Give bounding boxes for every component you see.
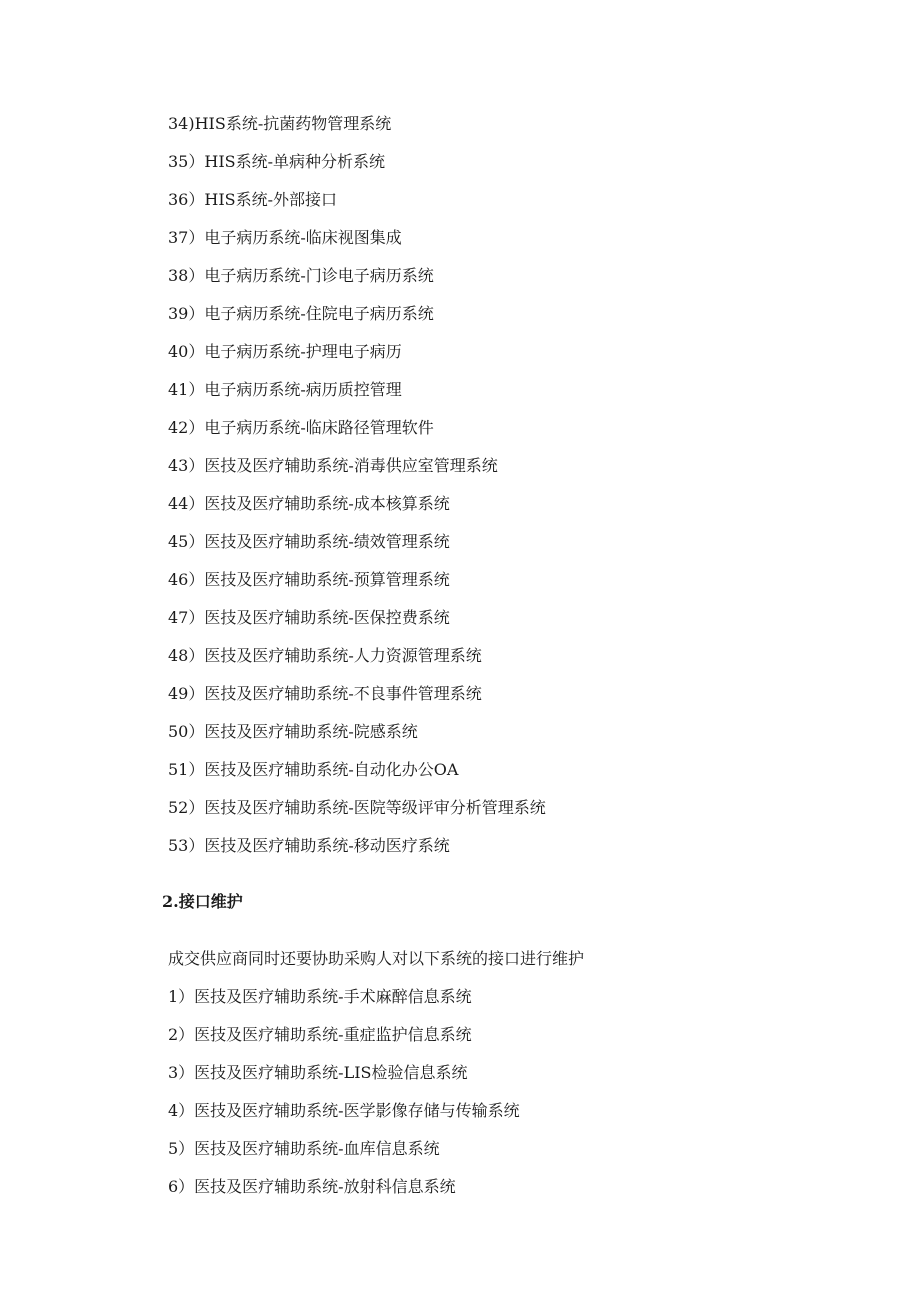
section-intro: 成交供应商同时还要协助采购人对以下系统的接口进行维护 xyxy=(168,949,585,968)
list-item: 35）HIS系统-单病种分析系统 xyxy=(168,152,386,171)
list-item: 46）医技及医疗辅助系统-预算管理系统 xyxy=(168,570,450,589)
list-item: 42）电子病历系统-临床路径管理软件 xyxy=(168,418,434,437)
list-item: 37）电子病历系统-临床视图集成 xyxy=(168,228,402,247)
list-item: 39）电子病历系统-住院电子病历系统 xyxy=(168,304,434,323)
list-item: 1）医技及医疗辅助系统-手术麻醉信息系统 xyxy=(168,987,472,1006)
list-item: 36）HIS系统-外部接口 xyxy=(168,190,338,209)
systems-list xyxy=(168,112,546,872)
list-item: 6）医技及医疗辅助系统-放射科信息系统 xyxy=(168,1177,456,1196)
list-item: 45）医技及医疗辅助系统-绩效管理系统 xyxy=(168,532,450,551)
list-item: 4）医技及医疗辅助系统-医学影像存储与传输系统 xyxy=(168,1101,520,1120)
list-item: 48）医技及医疗辅助系统-人力资源管理系统 xyxy=(168,646,482,665)
list-item: 43）医技及医疗辅助系统-消毒供应室管理系统 xyxy=(168,456,498,475)
list-item: 41）电子病历系统-病历质控管理 xyxy=(168,380,402,399)
list-item: 34)HIS系统-抗菌药物管理系统 xyxy=(168,114,392,133)
list-item: 49）医技及医疗辅助系统-不良事件管理系统 xyxy=(168,684,482,703)
list-item: 51）医技及医疗辅助系统-自动化办公OA xyxy=(168,760,459,779)
list-item: 2）医技及医疗辅助系统-重症监护信息系统 xyxy=(168,1025,472,1044)
list-item: 40）电子病历系统-护理电子病历 xyxy=(168,342,402,361)
list-item: 3）医技及医疗辅助系统-LIS检验信息系统 xyxy=(168,1063,468,1082)
list-item: 38）电子病历系统-门诊电子病历系统 xyxy=(168,266,434,285)
list-item: 44）医技及医疗辅助系统-成本核算系统 xyxy=(168,494,450,513)
list-item: 47）医技及医疗辅助系统-医保控费系统 xyxy=(168,608,450,627)
interface-list xyxy=(168,985,520,1213)
list-item: 5）医技及医疗辅助系统-血库信息系统 xyxy=(168,1139,440,1158)
section-heading: 2.接口维护 xyxy=(162,892,243,911)
list-item: 50）医技及医疗辅助系统-院感系统 xyxy=(168,722,418,741)
list-item: 52）医技及医疗辅助系统-医院等级评审分析管理系统 xyxy=(168,798,546,817)
list-item: 53）医技及医疗辅助系统-移动医疗系统 xyxy=(168,836,450,855)
